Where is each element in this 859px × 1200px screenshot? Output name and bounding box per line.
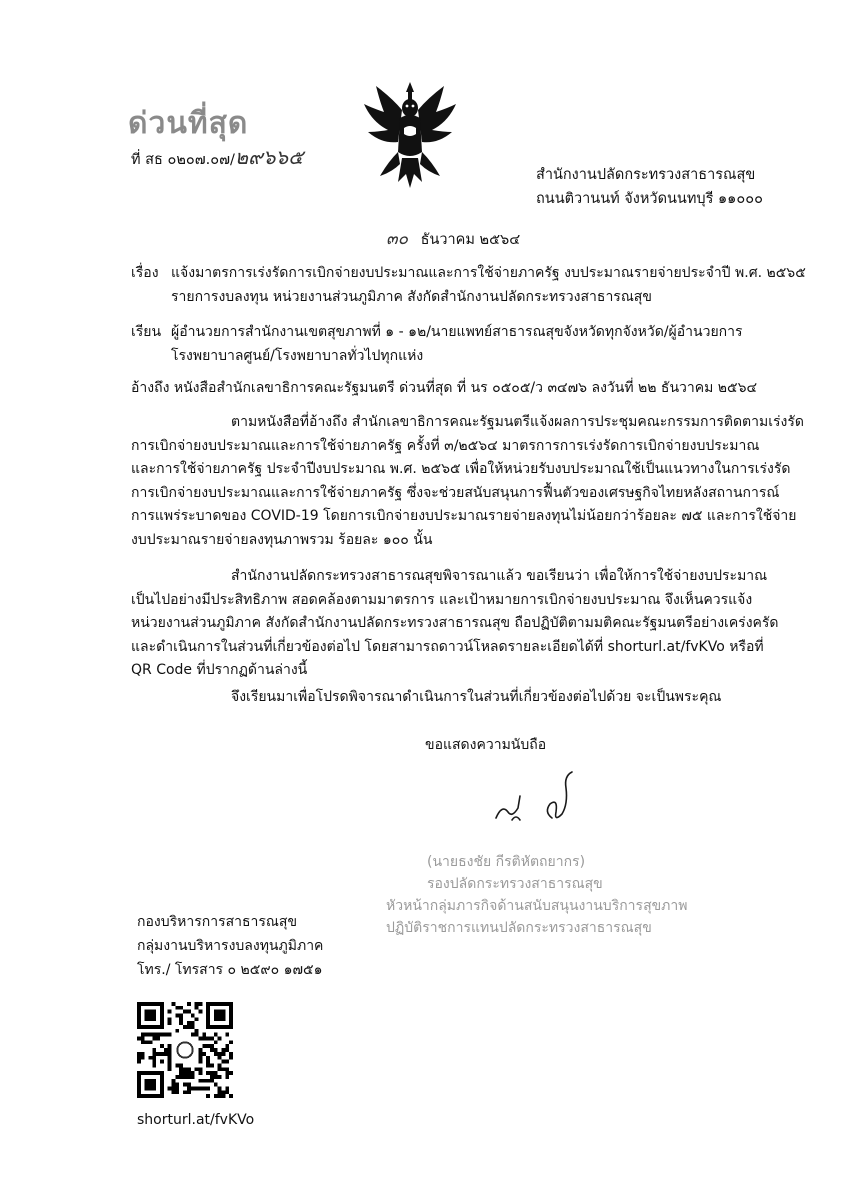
document-date (386, 229, 520, 250)
subject-label: เรื่อง (131, 265, 159, 281)
reference-line (131, 378, 757, 398)
paragraph-2-line: สำนักงานปลัดกระทรวงสาธารณสุขพิจารณาแล้ว ขอเรียนว่า เพื่อให้การใช้จ่ายงบประมาณ (231, 568, 768, 584)
paragraph-2-line: QR Code ที่ปรากฏด้านล่างนี้ (131, 662, 308, 678)
urgency-stamp: ด่วนที่สุด (128, 106, 249, 141)
paragraph-1-line: และการใช้จ่ายภาครัฐ ประจำปีงบประมาณ พ.ศ. ๒๕๖๕ เพื่อให้หน่วยรับงบประมาณใช้เป็นแนวทางในการเร่งรัด (131, 461, 791, 477)
signatory-name: (นายธงชัย กีรติหัตถยากร) (427, 854, 586, 870)
footer-group: กลุ่มงานบริหารงบลงทุนภูมิภาค (137, 938, 324, 954)
signatory-title-3: ปฏิบัติราชการแทนปลัดกระทรวงสาธารณสุข (386, 920, 652, 936)
paragraph-1-line: การเบิกจ่ายงบประมาณและการใช้จ่ายภาครัฐ ซึ่งจะช่วยสนับสนุนการฟื้นตัวของเศรษฐกิจไทยหลังสถานการณ์ (131, 484, 780, 501)
paragraph-1-line: การแพร่ระบาดของ COVID-19 โดยการเบิกจ่ายงบประมาณรายจ่ายลงทุนไม่น้อยกว่าร้อยละ ๗๕ และการใช้จ่าย (131, 508, 797, 524)
garuda-emblem-icon (362, 78, 458, 190)
reference-label: อ้างถึง (131, 380, 170, 396)
body-paragraph-2 (131, 565, 779, 683)
qr-code-icon[interactable] (137, 1002, 233, 1098)
recipient-line-1 (131, 322, 743, 342)
recipient-text-2: โรงพยาบาลศูนย์/โรงพยาบาลทั่วไปทุกแห่ง (171, 348, 424, 364)
paragraph-1-line: งบประมาณรายจ่ายลงทุนภาพรวม ร้อยละ ๑๐๐ นั้น (131, 531, 433, 548)
office-address: ถนนติวานนท์ จังหวัดนนทบุรี ๑๑๐๐๐ (536, 191, 763, 207)
signatory-title-1: รองปลัดกระทรวงสาธารณสุข (427, 876, 603, 892)
paragraph-2-line: และดำเนินการในส่วนที่เกี่ยวข้องต่อไป โดยสามารถดาวน์โหลดรายละเอียดได้ที่ shorturl.at/fvKVo หรือที่ (131, 638, 764, 655)
paragraph-1-line: ตามหนังสือที่อ้างถึง สำนักเลขาธิการคณะรัฐมนตรีแจ้งผลการประชุมคณะกรรมการติดตามเร่งรัด (231, 414, 804, 430)
document-number (131, 147, 303, 170)
subject-line-1 (131, 263, 806, 283)
closing-request: จึงเรียนมาเพื่อโปรดพิจารณาดำเนินการในส่วนที่เกี่ยวข้องต่อไปด้วย จะเป็นพระคุณ (231, 689, 722, 705)
footer-phone: โทร./ โทรสาร ๐ ๒๕๙๐ ๑๗๕๑ (137, 962, 323, 978)
qr-url-text[interactable]: shorturl.at/fvKVo (137, 1112, 255, 1128)
document-number-prefix: ที่ สธ ๐๒๐๗.๐๗/ (131, 152, 235, 168)
sign-off: ขอแสดงความนับถือ (425, 737, 547, 753)
date-day-handwritten: ๓๐ (386, 229, 408, 249)
date-month-year: ธันวาคม ๒๕๖๔ (420, 232, 521, 248)
reference-text: หนังสือสำนักเลขาธิการคณะรัฐมนตรี ด่วนที่สุด ที่ นร ๐๕๐๕/ว ๓๔๗๖ ลงวันที่ ๒๒ ธันวาคม ๒๕๖๔ (173, 380, 758, 396)
recipient-label: เรียน (131, 324, 162, 340)
paragraph-1-line: การเบิกจ่ายงบประมาณและการใช้จ่ายภาครัฐ ครั้งที่ ๓/๒๕๖๔ มาตรการการเร่งรัดการเบิกจ่ายงบประมาณ (131, 437, 760, 454)
signatory-title-2: หัวหน้ากลุ่มภารกิจด้านสนับสนุนงานบริการสุขภาพ (386, 898, 688, 914)
handwritten-signature (492, 768, 602, 828)
office-name: สำนักงานปลัดกระทรวงสาธารณสุข (536, 167, 756, 183)
body-paragraph-1 (131, 411, 804, 552)
subject-text-2: รายการงบลงทุน หน่วยงานส่วนภูมิภาค สังกัดสำนักงานปลัดกระทรวงสาธารณสุข (171, 289, 652, 305)
paragraph-2-line: เป็นไปอย่างมีประสิทธิภาพ สอดคล้องตามมาตรการ และเป้าหมายการเบิกจ่ายงบประมาณ จึงเห็นควรแจ้ง (131, 591, 753, 608)
footer-division: กองบริหารการสาธารณสุข (137, 914, 298, 930)
subject-text-1: แจ้งมาตรการเร่งรัดการเบิกจ่ายงบประมาณและการใช้จ่ายภาครัฐ งบประมาณรายจ่ายประจำปี พ.ศ. ๒๕๖๕ (171, 265, 806, 281)
paragraph-2-line: หน่วยงานส่วนภูมิภาค สังกัดสำนักงานปลัดกระทรวงสาธารณสุข ถือปฏิบัติตามมติคณะรัฐมนตรีอย่างเคร่งครัด (131, 615, 779, 631)
recipient-text-1: ผู้อำนวยการสำนักงานเขตสุขภาพที่ ๑ - ๑๒/นายแพทย์สาธารณสุขจังหวัดทุกจังหวัด/ผู้อำนวยการ (171, 324, 743, 340)
document-number-handwritten: ๒๙๖๖๕ (234, 145, 304, 169)
